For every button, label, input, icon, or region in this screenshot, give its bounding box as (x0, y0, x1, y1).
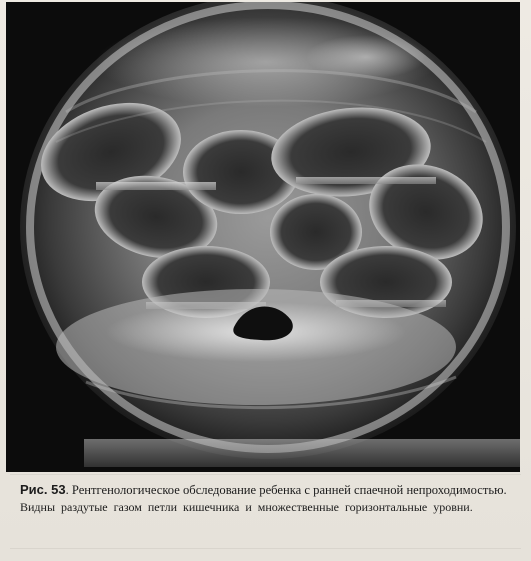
xray-image (6, 2, 520, 472)
figure-label: Рис. 53 (20, 482, 66, 497)
figure-caption (20, 482, 510, 514)
caption-main (20, 482, 510, 499)
xray-figure (6, 2, 520, 472)
print-bleed-line (10, 548, 521, 549)
caption-main-text: . Рентгенологическое обследование ребенка с ранней спаечной непроходимостью. (65, 483, 507, 497)
scan-strip (84, 439, 520, 467)
caption-detail: Видны раздутые газом петли кишечника и множественные горизонтальные уровни. (20, 499, 473, 514)
print-bleed-line (10, 474, 521, 475)
